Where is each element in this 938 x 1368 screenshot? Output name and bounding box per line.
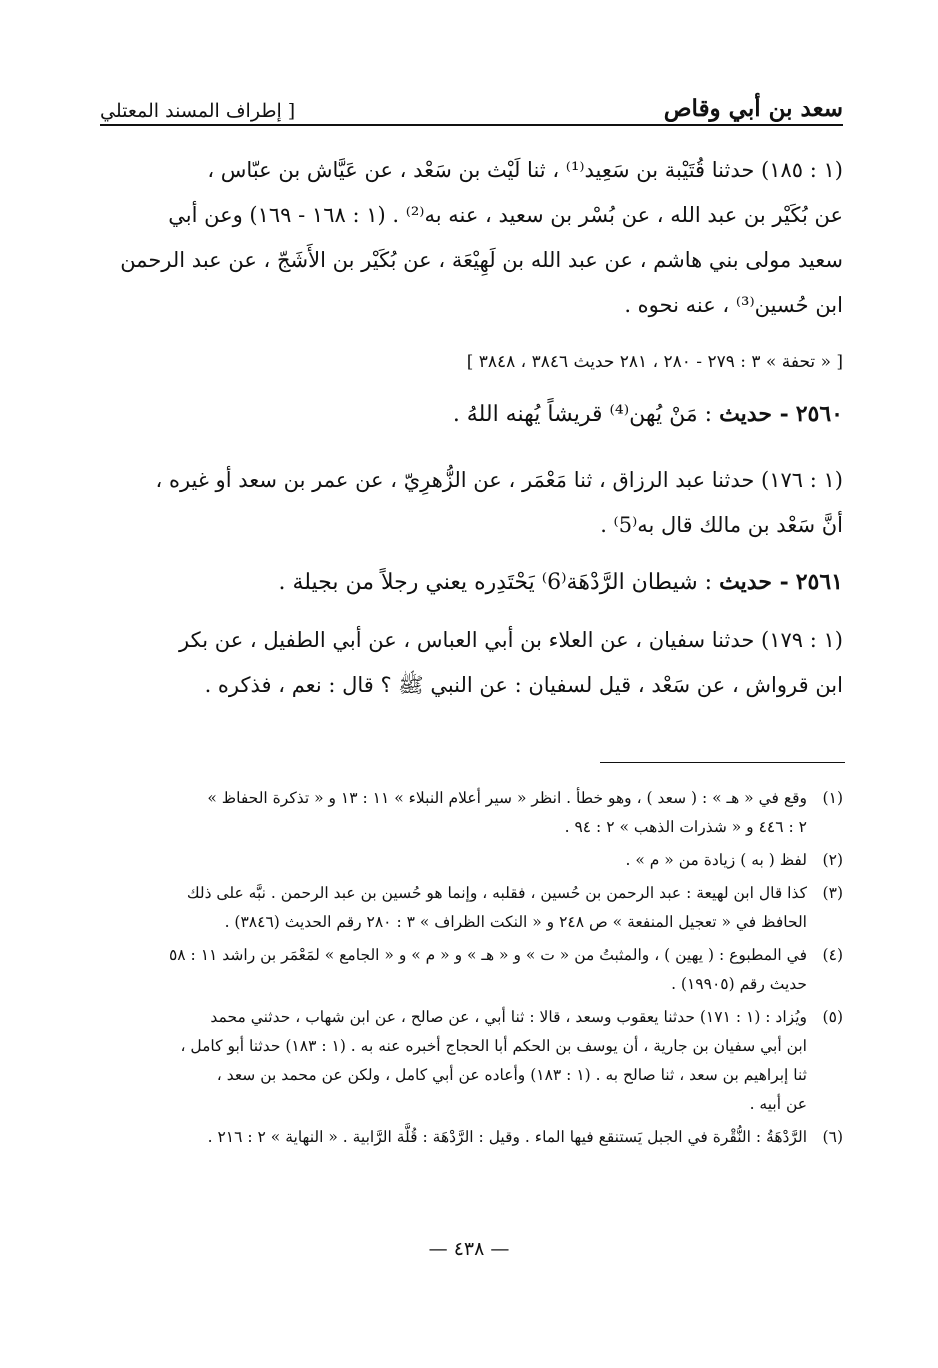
paragraph-line: أنَّ سَعْد بن مالك قال به⁽5⁾ . [600, 513, 843, 537]
paragraph-2 [100, 458, 843, 548]
footnote [100, 941, 843, 999]
footnote-line: ويُزاد : (١ : ١٧١) حدثنا يعقوب وسعد ، قالا : ثنا أبي ، عن صالح ، عن ابن شهاب ، حدثني محمد [210, 1008, 807, 1026]
footnote [100, 1003, 843, 1119]
paragraph-line: عن بُكَيْر بن عبد الله ، عن بُسْر بن سعيد ، عنه به⁽²⁾ . (١ : ١٦٨ - ١٦٩) وعن أبي [168, 203, 843, 227]
footnote [100, 1123, 843, 1152]
footnote-line: حديث رقم (١٩٩٠٥) . [671, 975, 807, 993]
paragraph-line: (١ : ١٧٦) حدثنا عبد الرزاق ، ثنا مَعْمَر ، عن الزُّهرِيّ ، عن عمر بن سعد أو غيره ، [155, 468, 843, 492]
hadith-number: ٢٥٦٠ [795, 401, 843, 427]
hadith-text: : شيطان الرَّدْهَة⁽6⁾ يَحْتَدِره يعني رجلاً من بجيلة . [278, 570, 713, 595]
footnote-mark: (٥) [822, 1008, 843, 1026]
footnote-line: ٢ : ٤٤٦ و « شذرات الذهب » ٢ : ٩٤ . [564, 818, 807, 836]
header-divider [100, 124, 843, 126]
hadith-2560 [100, 394, 843, 435]
footnote-line: الرَّدْهَةُ : النُّقْرة في الجبل يَستنقع فيها الماء . وقيل : الرَّدْهَة : قُلَّة الرَّابية . « النهاية » ٢ : ٢١٦ . [207, 1128, 807, 1146]
footnote-line: وقع في « هـ » : ( سعد ) ، وهو خطأ . انظر « سير أعلام النبلاء » ١١ : ١٣ و « تذكرة الحفاظ » [207, 789, 807, 807]
paragraph-line: (١ : ١٨٥) حدثنا قُتَيْبة بن سَعِيد⁽¹⁾ ، ثنا لَيْث بن سَعْد ، عن عَيَّاش بن عبّاس ، [207, 158, 843, 182]
reference-line: [ « تحفة » ٣ : ٢٧٩ - ٢٨٠ ، ٢٨١ حديث ٣٨٤٦ ، ٣٨٤٨ ] [466, 352, 843, 372]
footnote-mark: (٣) [822, 884, 843, 902]
footnote-mark: (٤) [822, 946, 843, 964]
running-header [100, 86, 843, 122]
footnote-mark: (١) [822, 789, 843, 807]
paragraph-3 [100, 618, 843, 708]
footnote-line: كذا قال ابن لهيعة : عبد الرحمن بن حُسين ، فقلبه ، وإنما هو حُسين بن عبد الرحمن . نبَّه على ذلك [186, 884, 807, 902]
paragraph-line: (١ : ١٧٩) حدثنا سفيان ، عن العلاء بن أبي العباس ، عن أبي الطفيل ، عن بكر [179, 628, 843, 652]
footnote-divider [600, 762, 845, 763]
header-title: سعد بن أبي وقاص [663, 95, 843, 122]
paragraph-1 [100, 148, 843, 328]
footnote-line: في المطبوع : ( يهين ) ، والمثبتُ من « ت » و « هـ » و « م » و « الجامع » لمَعْمَر بن راشد ١١ : ٥٨ [168, 946, 807, 964]
footnote-line: لفظ ( به ) زيادة من « م » . [625, 851, 807, 869]
tuhfa-reference [100, 348, 843, 376]
footnote [100, 879, 843, 937]
hadith-word: - حديث [719, 401, 789, 427]
header-book-title: [ إطراف المسند المعتلي [100, 100, 296, 122]
footnote-mark: (٢) [822, 851, 843, 869]
hadith-number: ٢٥٦١ [795, 569, 843, 595]
footnote-line: ثنا إبراهيم بن سعد ، ثنا صالح به . (١ : ١٨٣) وأعاده عن أبي كامل ، ولكن عن محمد بن سعد ، [216, 1066, 807, 1084]
paragraph-line: سعيد مولى بني هاشم ، عن عبد الله بن لَهِيْعَة ، عن بُكَيْر بن الأَشَجّ ، عن عبد الرحمن [120, 248, 843, 272]
footnotes [100, 784, 843, 1156]
hadith-2561 [100, 562, 843, 603]
footnote [100, 784, 843, 842]
hadith-word: - حديث [719, 569, 789, 595]
footnote-mark: (٦) [822, 1128, 843, 1146]
footnote-line: عن أبيه . [749, 1095, 807, 1113]
footnote [100, 846, 843, 875]
footnote-line: ابن أبي سفيان بن جارية ، أن يوسف بن الحكم أبا الحجاج أخبره عنه به . (١ : ١٨٣) حدثنا أبو كامل ، [180, 1037, 807, 1055]
hadith-text: : مَنْ يُهن⁽⁴⁾ قريشاً يُهنه اللهُ . [452, 402, 713, 427]
paragraph-line: ابن قرواش ، عن سَعْد ، قيل لسفيان : عن النبي ﷺ ؟ قال : نعم ، فذكره . [204, 673, 843, 697]
paragraph-line: ابن حُسين⁽³⁾ ، عنه نحوه . [624, 293, 843, 317]
footnote-line: الحافظ في « تعجيل المنفعة » ص ٢٤٨ و « النكت الظراف » ٣ : ٢٨٠ رقم الحديث (٣٨٤٦) . [224, 913, 807, 931]
page-number: — ٤٣٨ — [428, 1238, 510, 1260]
